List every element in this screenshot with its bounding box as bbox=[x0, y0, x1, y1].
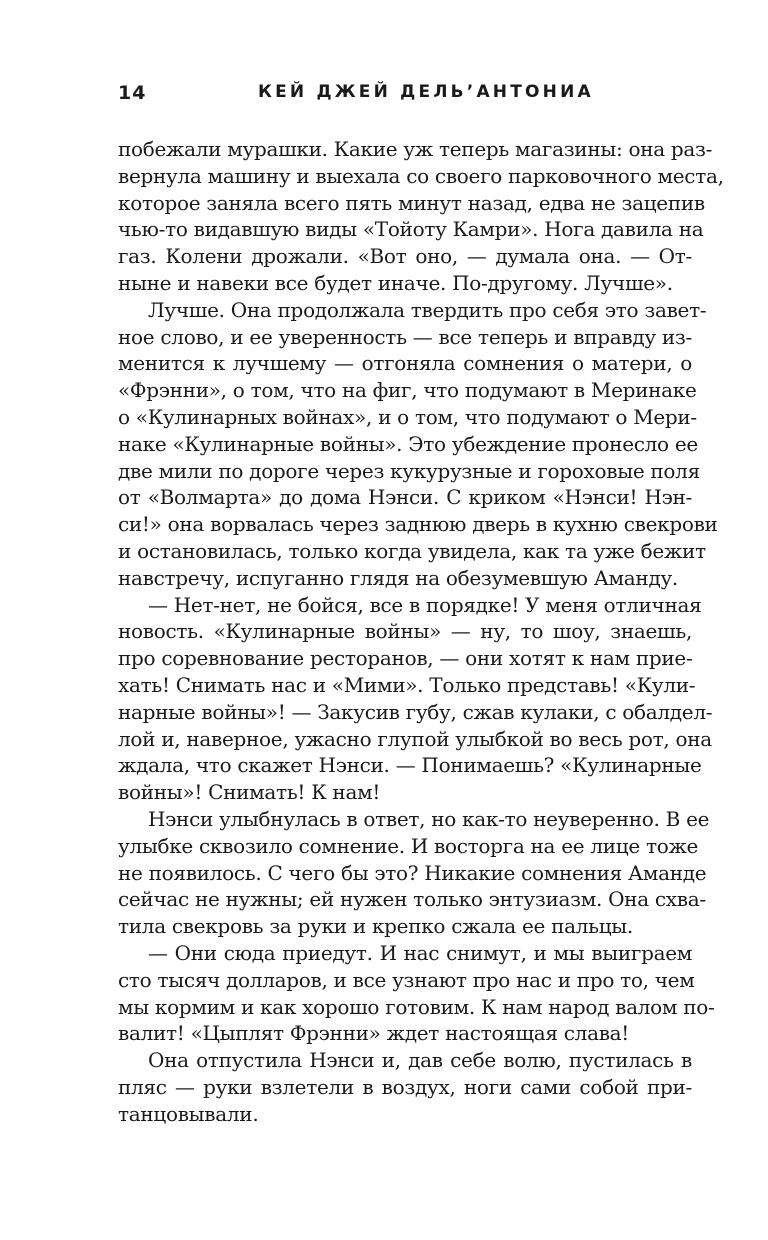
text-line: — Нет-нет, не бойся, все в порядке! У меня отличная bbox=[148, 592, 702, 617]
text-line: сто тысяч долларов, и все узнают про нас и про то, чем bbox=[118, 967, 695, 992]
text-line: Нэнси улыбнулась в ответ, но как-то неуверенно. В ее bbox=[148, 806, 710, 831]
text-line: нарные войны»! — Закусив губу, сжав кулаки, с обалдел- bbox=[118, 699, 713, 724]
text-line: о «Кулинарных войнах», и о том, что подумают о Мери- bbox=[118, 404, 697, 429]
text-body bbox=[118, 136, 724, 1127]
paragraph bbox=[118, 940, 715, 1047]
text-line: пляс — руки взлетели в воздух, ноги сами собой при- bbox=[118, 1074, 692, 1099]
text-line: ждала, что скажет Нэнси. — Понимаешь? «Кулинарные bbox=[118, 753, 702, 778]
text-line: лой и, наверное, ужасно глупой улыбкой во весь рот, она bbox=[118, 726, 712, 751]
paragraph bbox=[118, 592, 713, 806]
paragraph bbox=[118, 806, 710, 940]
text-line: валит! «Цыплят Фрэнни» ждет настоящая слава! bbox=[118, 1021, 630, 1046]
text-line: — Они сюда приедут. И нас снимут, и мы выиграем bbox=[148, 940, 692, 965]
text-line: газ. Колени дрожали. «Вот оно, — думала она. — От- bbox=[118, 244, 692, 269]
text-line: си!» она ворвалась через заднюю дверь в кухню свекрови bbox=[118, 512, 718, 537]
text-line: танцовывали. bbox=[118, 1101, 259, 1126]
text-line: Лучше. Она продолжала твердить про себя это завет- bbox=[148, 297, 707, 322]
paragraph bbox=[118, 1047, 692, 1127]
text-line: наке «Кулинарные войны». Это убеждение пронесло ее bbox=[118, 431, 698, 456]
text-line: и остановилась, только когда увидела, как та уже бежит bbox=[118, 538, 706, 563]
text-line: тила свекровь за руки и крепко сжала ее пальцы. bbox=[118, 914, 633, 939]
text-line: ное слово, и ее уверенность — все теперь и вправду из- bbox=[118, 324, 692, 349]
text-line: две мили по дороге через кукурузные и гороховые поля bbox=[118, 458, 700, 483]
text-line: которое заняла всего пять минут назад, едва не зацепив bbox=[118, 190, 705, 215]
text-line: мы кормим и как хорошо готовим. К нам народ валом по- bbox=[118, 994, 715, 1019]
text-line: войны»! Снимать! К нам! bbox=[118, 780, 381, 805]
paragraph bbox=[118, 136, 724, 297]
paragraph bbox=[118, 297, 718, 592]
text-line: хать! Снимать нас и «Мими». Только представь! «Кули- bbox=[118, 672, 696, 697]
text-line: Она отпустила Нэнси и, дав себе волю, пустилась в bbox=[148, 1048, 692, 1073]
text-line: сейчас не нужны; ей нужен только энтузиазм. Она схва- bbox=[118, 887, 706, 912]
text-line: «Фрэнни», о том, что на фиг, что подумают в Меринаке bbox=[118, 378, 697, 403]
text-line: менится к лучшему — отгоняла сомнения о матери, о bbox=[118, 351, 692, 376]
text-line: навстречу, испуганно глядя на обезумевшую Аманду. bbox=[118, 565, 678, 590]
text-line: чью-то видавшую виды «Тойоту Камри». Нога давила на bbox=[118, 217, 704, 242]
text-line: побежали мурашки. Какие уж теперь магазины: она раз- bbox=[118, 137, 713, 161]
text-line: ныне и навеки все будет иначе. По-другому. Лучше». bbox=[118, 270, 673, 295]
page-number: 14 bbox=[118, 82, 147, 104]
text-line: вернула машину и выехала со своего парковочного места, bbox=[118, 163, 724, 188]
book-title: КЕЙ ДЖЕЙ ДЕЛЬ’АНТОНИА bbox=[258, 82, 594, 102]
text-line: от «Волмарта» до дома Нэнси. С криком «Нэнси! Нэн- bbox=[118, 485, 692, 510]
text-line: не появилось. С чего бы это? Никакие сомнения Аманде bbox=[118, 860, 707, 885]
text-line: новость. «Кулинарные войны» — ну, то шоу, знаешь, bbox=[118, 619, 692, 644]
text-line: улыбке сквозило сомнение. И восторга на ее лице тоже bbox=[118, 833, 699, 858]
text-line: про соревнование ресторанов, — они хотят к нам прие- bbox=[118, 646, 693, 671]
running-head bbox=[118, 82, 692, 108]
